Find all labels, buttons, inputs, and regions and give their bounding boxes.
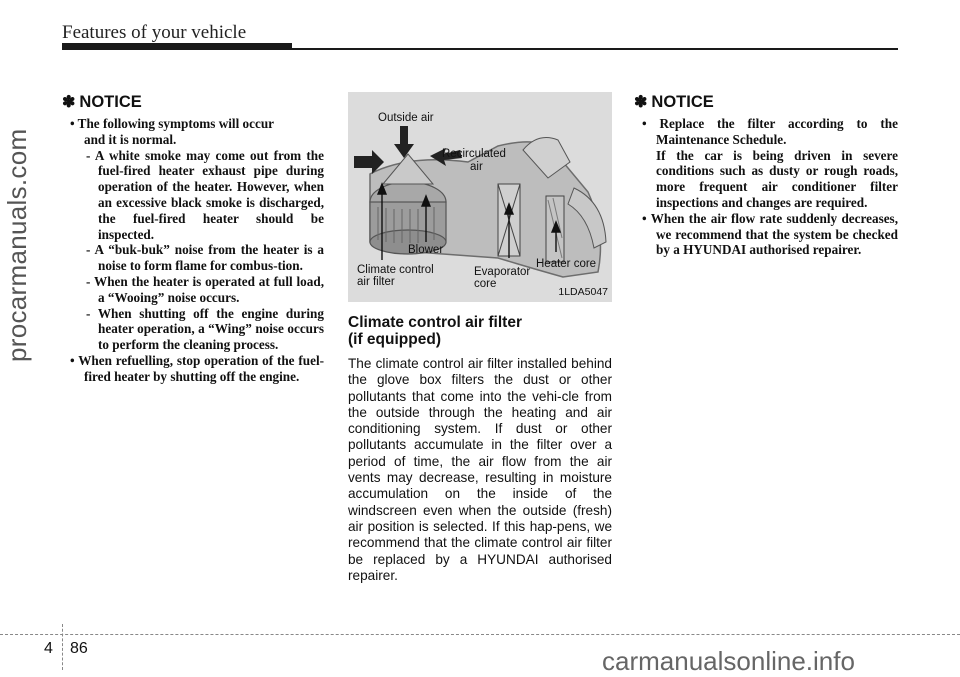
sub-item: - A white smoke may come out from the fuel-fired heater exhaust pipe during operation of the heater. However, when an excessive black smoke is discharged, the fuel-fired heater should be inspected.	[86, 147, 324, 242]
recirculated-air-label-line2: air	[470, 161, 483, 173]
evaporator-label: Evaporator	[474, 266, 531, 278]
footer-divider	[62, 624, 63, 670]
notice-heading	[62, 92, 324, 112]
footer-rule	[0, 634, 960, 635]
section-body: The climate control air filter installed behind the glove box filters the dust or other pollutants that come into the vehi-cle from the outside through the heating and air conditioning system. If dust or other pollutants accumulate in the filter over a period of time, the air flow from the air vents may decrease, resulting in moisture accumulation on the inside of the windscreen even when the outside (fresh) air position is selected. If this hap-pens, we recommend that the climate control air filter be replaced by a HYUNDAI authorised repairer.	[348, 356, 612, 583]
climate-filter-label-line2: air filter	[357, 276, 395, 288]
notice-heading-label: NOTICE	[651, 93, 714, 111]
notice-star-icon: ✽	[62, 94, 76, 111]
air-filter-figure	[348, 92, 612, 302]
sub-item: - When shutting off the engine during heater operation, a “Wing” noise occurs to perform the cleaning process.	[86, 305, 324, 353]
bullet-continuation: and it is normal.	[84, 131, 177, 147]
header-bar	[62, 43, 292, 50]
bullet-item: • The following symptoms will occur	[70, 116, 275, 131]
outside-air-label: Outside air	[378, 112, 434, 124]
bottom-watermark: carmanualsonline.info	[602, 646, 855, 676]
heater-core-label: Heater core	[536, 258, 597, 270]
section-title-line1: Climate control air filter	[348, 314, 522, 331]
notice-heading-label: NOTICE	[79, 93, 142, 111]
middle-column	[348, 92, 612, 584]
chapter-number: 4	[44, 640, 53, 657]
side-watermark: procarmanuals.com	[2, 128, 32, 362]
sub-item: - When the heater is operated at full load, a “Wooing” noise occurs.	[86, 273, 324, 305]
climate-filter-label: Climate control	[357, 264, 434, 276]
blower-label: Blower	[408, 244, 444, 256]
notice-body	[634, 116, 898, 258]
notice-star-icon: ✽	[634, 94, 648, 111]
bullet-continuation: If the car is being driven in severe conditions such as dusty or rough roads, more frequent air conditioner filter inspections and changes are required.	[656, 147, 898, 210]
section-title-line2: (if equipped)	[348, 331, 441, 348]
page-number: 86	[70, 640, 88, 657]
figure-code: 1LDA5047	[558, 286, 608, 298]
evaporator-label-line2: core	[474, 278, 497, 290]
header-rule	[292, 48, 898, 50]
notice-body	[62, 116, 324, 385]
left-column	[62, 92, 324, 385]
bullet-item: • When refuelling, stop operation of the fuel-fired heater by shutting off the engine.	[70, 352, 324, 384]
right-column	[634, 92, 898, 258]
recirculated-air-label: Recirculated	[442, 148, 506, 160]
sub-item: - A “buk-buk” noise from the heater is a noise to form flame for combus-tion.	[86, 242, 324, 274]
header-title: Features of your vehicle	[62, 22, 247, 43]
bullet-item: • Replace the filter according to the Maintenance Schedule.	[642, 116, 898, 147]
bullet-item: • When the air flow rate suddenly decreases, we recommend that the system be checked by a HYUNDAI authorised repairer.	[642, 210, 898, 258]
section-title	[348, 314, 612, 348]
notice-heading	[634, 92, 898, 112]
